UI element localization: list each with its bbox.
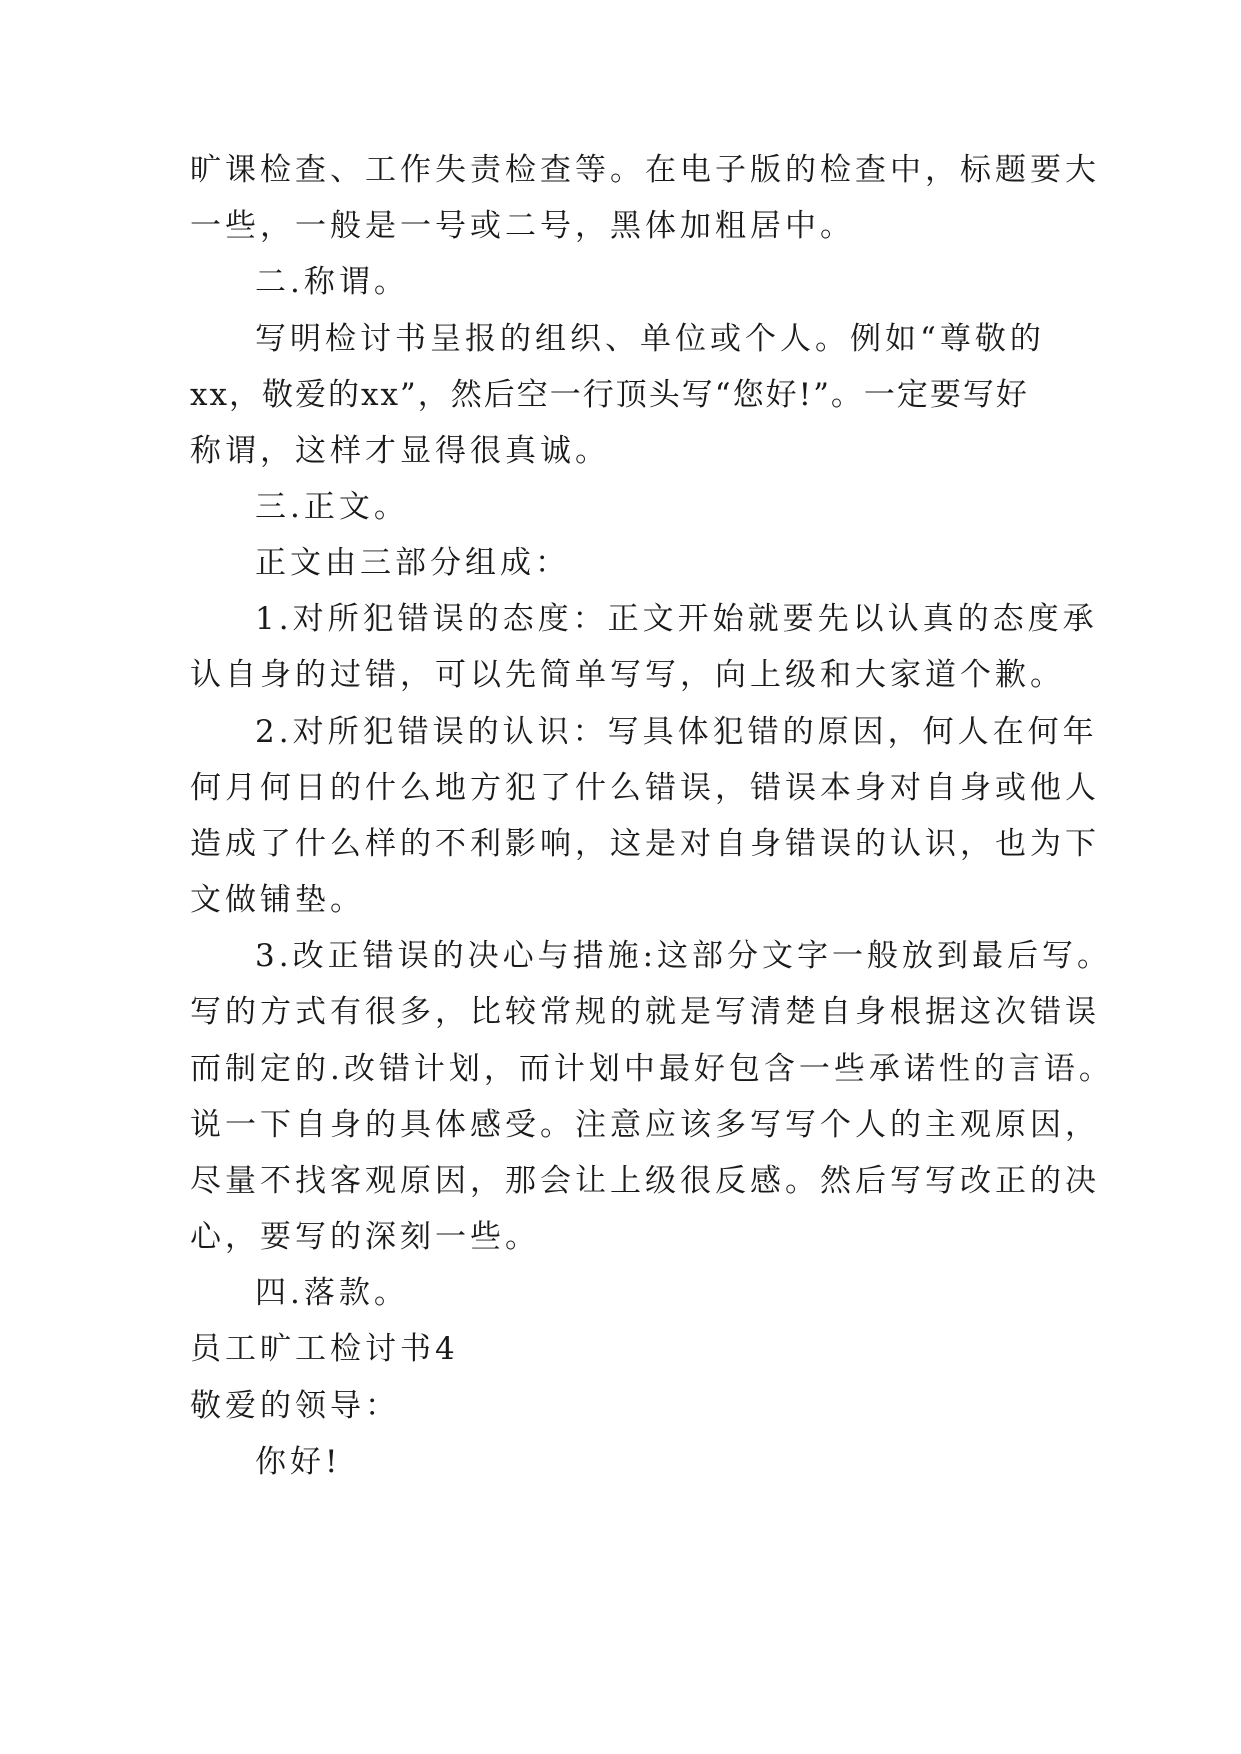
paragraph-line: 一些，一般是一号或二号，黑体加粗居中。 <box>190 208 855 244</box>
paragraph-line: 正文由三部分组成： <box>255 545 570 581</box>
paragraph-line: 说一下自身的具体感受。注意应该多写写个人的主观原因， <box>190 1107 1100 1143</box>
document-title: 员工旷工检讨书4 <box>190 1331 459 1367</box>
section-heading: 四.落款。 <box>255 1275 409 1311</box>
paragraph-line: 心，要写的深刻一些。 <box>190 1219 540 1255</box>
greeting: 你好! <box>255 1444 342 1480</box>
paragraph-line: 文做铺垫。 <box>190 882 365 918</box>
paragraph-line: 认自身的过错，可以先简单写写，向上级和大家道个歉。 <box>190 657 1065 693</box>
paragraph-line: 何月何日的什么地方犯了什么错误，错误本身对自身或他人 <box>190 770 1100 806</box>
section-heading: 二.称谓。 <box>255 264 409 300</box>
paragraph-line: 旷课检查、工作失责检查等。在电子版的检查中，标题要大 <box>190 152 1100 188</box>
section-heading: 三.正文。 <box>255 489 409 525</box>
paragraph-line: 2.对所犯错误的认识：写具体犯错的原因，何人在何年 <box>255 714 1098 750</box>
paragraph-line: 3.改正错误的决心与措施:这部分文字一般放到最后写。 <box>255 938 1113 974</box>
salutation: 敬爱的领导： <box>190 1388 400 1424</box>
paragraph-line: 写的方式有很多，比较常规的就是写清楚自身根据这次错误 <box>190 994 1100 1030</box>
paragraph-line: 称谓，这样才显得很真诚。 <box>190 433 610 469</box>
paragraph-line: 写明检讨书呈报的组织、单位或个人。例如“尊敬的 <box>255 321 1045 357</box>
paragraph-line: 造成了什么样的不利影响，这是对自身错误的认识，也为下 <box>190 826 1100 862</box>
paragraph-line: 而制定的.改错计划，而计划中最好包含一些承诺性的言语。 <box>190 1051 1114 1087</box>
paragraph-line: xx，敬爱的xx”，然后空一行顶头写“您好!”。一定要写好 <box>190 377 1029 413</box>
paragraph-line: 尽量不找客观原因，那会让上级很反感。然后写写改正的决 <box>190 1163 1100 1199</box>
paragraph-line: 1.对所犯错误的态度：正文开始就要先以认真的态度承 <box>255 601 1098 637</box>
